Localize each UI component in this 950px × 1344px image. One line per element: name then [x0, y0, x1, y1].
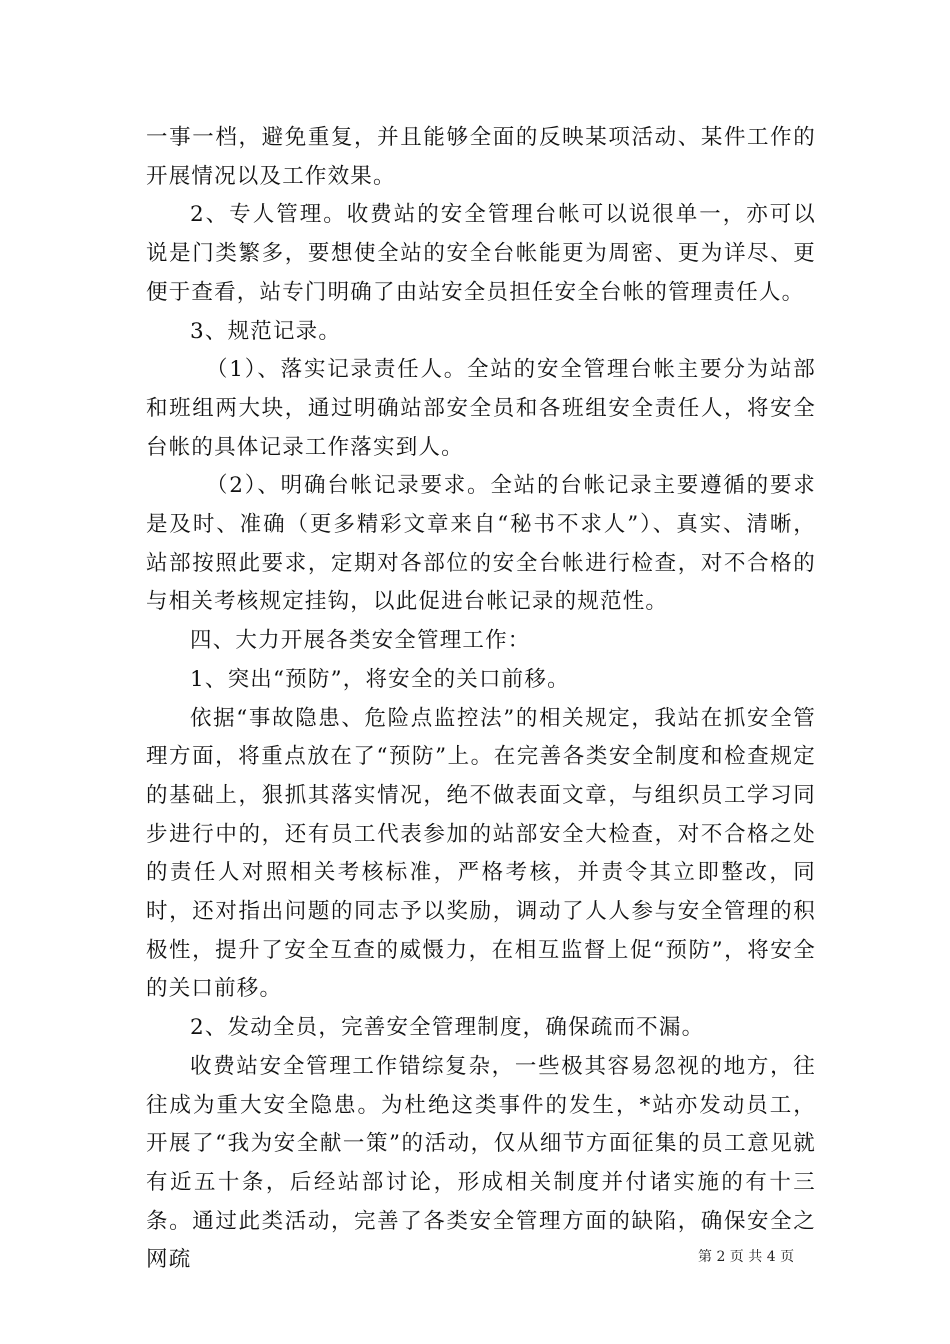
paragraph-mobilize-heading: 2、发动全员，完善安全管理制度，确保疏而不漏。 — [190, 1015, 705, 1041]
paragraph-mobilize-body: 收费站安全管理工作错综复杂，一些极其容易忽视的地方，往往成为重大安全隐患。为杜绝这类事件的发生，*站亦发动员工，开展了“我为安全献一策”的活动，仅从细节方面征集的员工意见就有近五十条，后经站部讨论，形成相关制度并付诸实施的有十三条。通过此类活动，完善了各类安全管理方面的缺陷，确保安全之网疏 — [146, 1053, 816, 1273]
paragraph-record-responsible: （1）、落实记录责任人。全站的安全管理台帐主要分为站部和班组两大块，通过明确站部安全员和各班组安全责任人，将安全台帐的具体记录工作落实到人。 — [146, 357, 816, 460]
document-body — [146, 119, 816, 1280]
page-number-footer: 第 2 页 共 4 页 — [698, 1249, 795, 1265]
paragraph-continuation: 一事一档，避免重复，并且能够全面的反映某项活动、某件工作的开展情况以及工作效果。 — [146, 125, 816, 189]
paragraph-dedicated-management: 2、专人管理。收费站的安全管理台帐可以说很单一，亦可以说是门类繁多，要想使全站的安全台帐能更为周密、更为详尽、更便于查看，站专门明确了由站安全员担任安全台帐的管理责任人。 — [146, 202, 816, 305]
paragraph-standard-records: 3、规范记录。 — [190, 318, 342, 344]
paragraph-section-four: 四、大力开展各类安全管理工作： — [190, 628, 531, 654]
paragraph-prevention-body: 依据“事故隐患、危险点监控法”的相关规定，我站在抓安全管理方面，将重点放在了“预防”上。在完善各类安全制度和检查规定的基础上，狠抓其落实情况，绝不做表面文章，与组织员工学习同步进行中的，还有员工代表参加的站部安全大检查，对不合格之处的责任人对照相关考核标准，严格考核，并责令其立即整改，同时，还对指出问题的同志予以奖励，调动了人人参与安全管理的积极性，提升了安全互查的威慑力，在相互监督上促“预防”，将安全的关口前移。 — [146, 705, 816, 1002]
paragraph-record-requirements: （2）、明确台帐记录要求。全站的台帐记录主要遵循的要求是及时、准确（更多精彩文章来自“秘书不求人”）、真实、清晰，站部按照此要求，定期对各部位的安全台帐进行检查，对不合格的与相关考核规定挂钩，以此促进台帐记录的规范性。 — [146, 473, 816, 615]
paragraph-prevention-heading: 1、突出“预防”，将安全的关口前移。 — [190, 666, 570, 692]
